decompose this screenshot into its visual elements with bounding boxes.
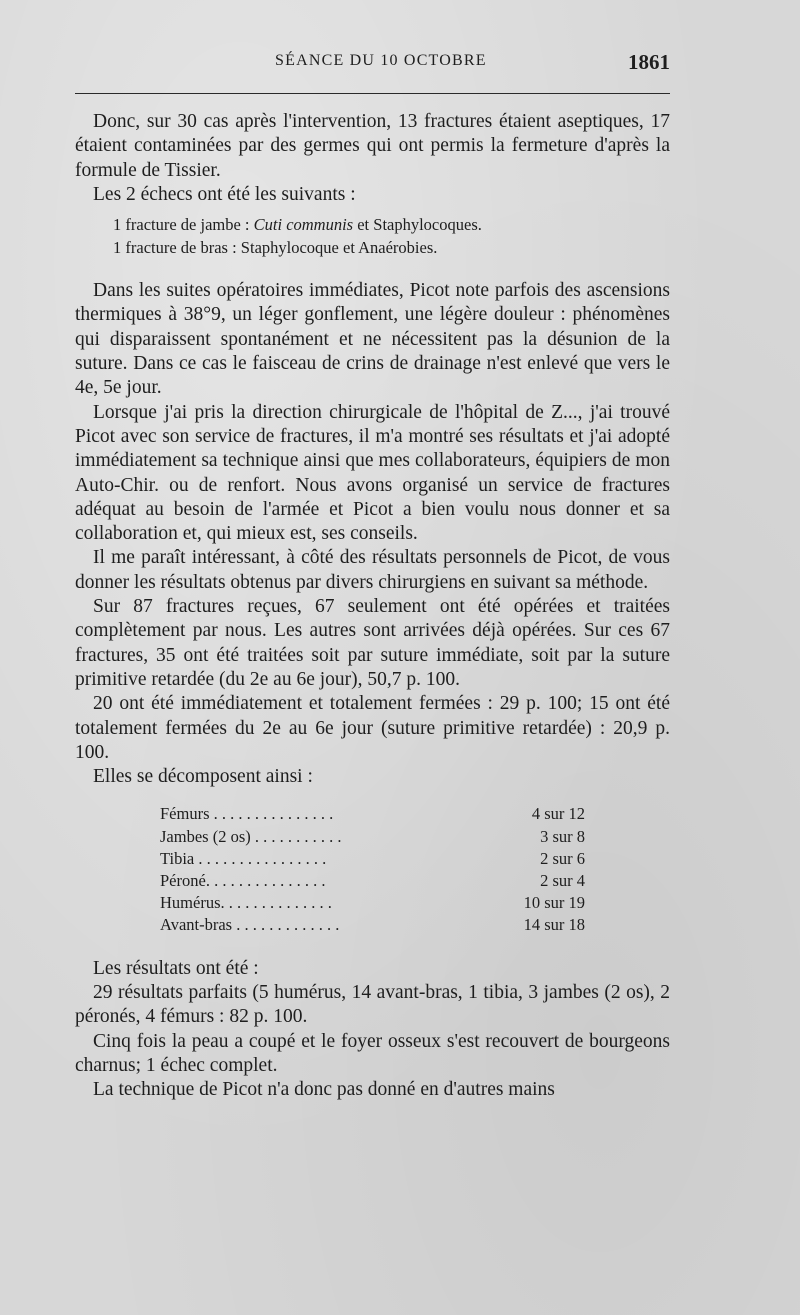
- table-label: Fémurs . . . . . . . . . . . . . . .: [160, 804, 334, 824]
- table-row: [160, 892, 585, 914]
- failure-line: [75, 213, 670, 236]
- paragraph: 29 résultats parfaits (5 humérus, 14 avant-bras, 1 tibia, 3 jambes (2 os), 2 péronés, 4 fémurs : 82 p. 100.: [75, 981, 670, 1028]
- paragraph: Dans les suites opératoires immédiates, Picot note parfois des ascensions thermiques à 38°9, un léger gonflement, une légère douleur : phénomènes qui disparaissent spontanément et ne nécessitent pas la désunion de la suture. Dans ce cas le faisceau de crins de drainage n'est enlevé que vers le 4e, 5e jour.: [75, 280, 670, 399]
- table-value: 14 sur 18: [523, 915, 585, 935]
- table-row: [160, 803, 585, 825]
- failure-line: 1 fracture de bras : Staphylocoque et Anaérobies.: [113, 238, 438, 258]
- table-label: Avant-bras . . . . . . . . . . . . .: [160, 915, 340, 935]
- table-row: [160, 826, 585, 848]
- table-value: 10 sur 19: [523, 893, 585, 913]
- failure-line-text: 1 fracture de jambe :: [113, 215, 254, 235]
- page-number: 1861: [628, 50, 670, 74]
- table-label: Tibia . . . . . . . . . . . . . . . .: [160, 848, 327, 868]
- failure-line-text: et Staphylocoques.: [353, 215, 482, 235]
- paragraph: La technique de Picot n'a donc pas donné en d'autres mains: [93, 1079, 555, 1101]
- header-title: SÉANCE DU 10 OCTOBRE: [275, 52, 487, 69]
- table-label: Humérus. . . . . . . . . . . . . .: [160, 893, 332, 913]
- table-value: 4 sur 12: [531, 804, 585, 824]
- table-row: [160, 848, 585, 870]
- table-label: Péroné. . . . . . . . . . . . . . .: [160, 871, 326, 891]
- table-row: [160, 870, 585, 892]
- paragraph: Les 2 échecs ont été les suivants :: [93, 183, 356, 205]
- failure-germ-italic: Cuti communis: [253, 215, 354, 235]
- paragraph: Donc, sur 30 cas après l'intervention, 13 fractures étaient aseptiques, 17 étaient contaminées par des germes qui ont permis la fermeture d'après la formule de Tissier.: [75, 111, 670, 181]
- running-header: [75, 50, 670, 80]
- paragraph: Elles se décomposent ainsi :: [93, 766, 313, 788]
- table-value: 2 sur 6: [540, 848, 585, 868]
- table-value: 3 sur 8: [540, 826, 585, 846]
- header-rule: [75, 93, 670, 94]
- paragraph: 20 ont été immédiatement et totalement fermées : 29 p. 100; 15 ont été totalement fermées du 2e au 6e jour (suture primitive retardée) : 20,9 p. 100.: [75, 693, 670, 763]
- fracture-table: [160, 803, 585, 936]
- body-text: [75, 110, 670, 1102]
- paragraph: Il me paraît intéressant, à côté des résultats personnels de Picot, de vous donner les résultats obtenus par divers chirurgiens en suivant sa méthode.: [75, 547, 670, 593]
- paragraph: Sur 87 fractures reçues, 67 seulement ont été opérées et traitées complètement par nous. Les autres sont arrivées déjà opérées. Sur ces 67 fractures, 35 ont été traitées soit par suture immédiate, soit par la suture primitive retardée (du 2e au 6e jour), 50,7 p. 100.: [75, 596, 670, 690]
- table-label: Jambes (2 os) . . . . . . . . . . .: [160, 826, 342, 846]
- paragraph: Lorsque j'ai pris la direction chirurgicale de l'hôpital de Z..., j'ai trouvé Picot avec son service de fractures, il m'a montré ses résultats et j'ai adopté immédiatement sa technique ainsi que mes collaborateurs, équipiers de mon Auto-Chir. ou de renfort. Nous avons organisé un service de fractures adéquat au besoin de l'armée et Picot a bien voulu nous donner et sa collaboration et, qui mieux est, ses conseils.: [75, 401, 670, 545]
- paragraph: Les résultats ont été :: [93, 957, 259, 979]
- table-row: [160, 914, 585, 936]
- table-value: 2 sur 4: [540, 871, 585, 891]
- paragraph: Cinq fois la peau a coupé et le foyer osseux s'est recouvert de bourgeons charnus; 1 échec complet.: [75, 1030, 670, 1076]
